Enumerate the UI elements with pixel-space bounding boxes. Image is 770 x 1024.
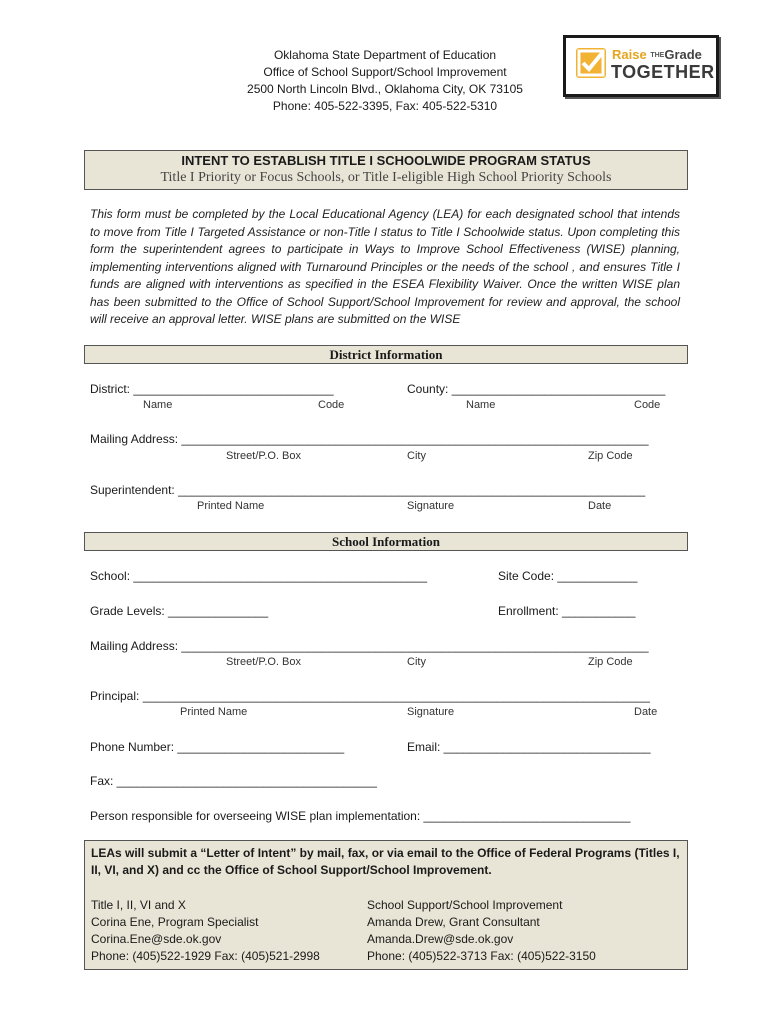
county-field[interactable]: County: ________________________________: [407, 382, 666, 396]
school-field[interactable]: School: ____________________________________________: [90, 569, 428, 583]
school-support-contact: [367, 897, 596, 965]
principal-field[interactable]: Principal: ____________________________________________________________________________: [90, 689, 650, 703]
county-name-caption: Name: [466, 399, 496, 411]
contact-line: Corina Ene, Program Specialist: [91, 915, 259, 929]
grade-levels-field[interactable]: Grade Levels: _______________: [90, 604, 269, 618]
superintendent-printed-caption: Printed Name: [197, 500, 265, 512]
contact-email-link[interactable]: Corina.Ene@sde.ok.gov: [91, 932, 222, 946]
district-mailing-address-field[interactable]: Mailing Address: ______________________________________________________________________: [90, 432, 649, 446]
lea-submission-box: [84, 840, 688, 970]
superintendent-date-caption: Date: [588, 500, 612, 512]
checkmark-icon: [576, 48, 606, 78]
county-code-caption: Code: [634, 399, 661, 411]
superintendent-field[interactable]: Superintendent: ______________________________________________________________________: [90, 483, 646, 497]
header-office: Office of School Support/School Improvement: [263, 65, 507, 79]
logo-together-text: TOGETHER: [611, 62, 715, 82]
phone-number-field[interactable]: Phone Number: _________________________: [90, 740, 345, 754]
school-street-caption: Street/P.O. Box: [226, 656, 302, 668]
fax-field[interactable]: Fax: _______________________________________: [90, 774, 377, 788]
school-zip-caption: Zip Code: [588, 656, 633, 668]
title-programs-contact: [91, 897, 320, 965]
contact-email-link[interactable]: Amanda.Drew@sde.ok.gov: [367, 932, 514, 946]
raise-the-grade-logo: [563, 35, 719, 97]
intro-paragraph: This form must be completed by the Local Educational Agency (LEA) for each designated school that intends to move from Title I Targeted Assistance or non-Title I status to Title I Schoolwide status. Upon completing this form the superintendent agrees to participate in Ways to Improve School Effectiveness (WISE) planning, implementing interventions aligned with Turnaround Principles or the needs of the school , and ensures Title I funds are aligned with interventions as specified in the ESEA Flexibility Waiver. Once the written WISE plan has been submitted to the Office of School Support/School Improvement for review and approval, the school will receive an approval letter. WISE plans are submitted on the WISE: [90, 207, 680, 326]
principal-date-caption: Date: [634, 706, 658, 718]
school-mailing-address-field[interactable]: Mailing Address: ______________________________________________________________________: [90, 639, 649, 653]
district-zip-caption: Zip Code: [588, 450, 633, 462]
district-name-caption: Name: [143, 399, 173, 411]
district-code-caption: Code: [318, 399, 345, 411]
form-title: INTENT TO ESTABLISH TITLE I SCHOOLWIDE PROGRAM STATUS: [181, 153, 591, 168]
enrollment-field[interactable]: Enrollment: ___________: [498, 604, 636, 618]
district-city-caption: City: [407, 450, 426, 462]
site-code-field[interactable]: Site Code: ____________: [498, 569, 638, 583]
form-subtitle: Title I Priority or Focus Schools, or Title I-eligible High School Priority Schools: [160, 170, 612, 185]
school-city-caption: City: [407, 656, 426, 668]
header-agency: Oklahoma State Department of Education: [273, 48, 497, 62]
superintendent-signature-caption: Signature: [407, 500, 455, 512]
district-info-heading: District Information: [84, 345, 688, 364]
principal-signature-caption: Signature: [407, 706, 455, 718]
email-field[interactable]: Email: _______________________________: [407, 740, 651, 754]
logo-raise-text: Raise THEGrade: [612, 47, 702, 62]
contact-line: Phone: (405)522-1929 Fax: (405)521-2998: [91, 949, 320, 963]
contact-line: Phone: (405)522-3713 Fax: (405)522-3150: [367, 949, 596, 963]
district-field[interactable]: District: ______________________________: [90, 382, 334, 396]
lea-instructions: LEAs will submit a “Letter of Intent” by mail, fax, or via email to the Office of Federal Programs (Titles I, II, VI, and X) and cc the Office of School Support/School Improvement.: [91, 846, 680, 877]
contact-line: Title I, II, VI and X: [91, 898, 186, 912]
header-phone: Phone: 405-522-3395, Fax: 405-522-5310: [272, 99, 498, 113]
school-info-heading: School Information: [84, 532, 688, 551]
principal-printed-caption: Printed Name: [180, 706, 248, 718]
district-street-caption: Street/P.O. Box: [226, 450, 302, 462]
header-address: 2500 North Lincoln Blvd., Oklahoma City, OK 73105: [247, 82, 523, 96]
form-title-box: [84, 150, 688, 190]
contact-line: Amanda Drew, Grant Consultant: [367, 915, 540, 929]
wise-person-field[interactable]: Person responsible for overseeing WISE plan implementation: _______________________________: [90, 809, 631, 823]
contact-line: School Support/School Improvement: [367, 898, 563, 912]
